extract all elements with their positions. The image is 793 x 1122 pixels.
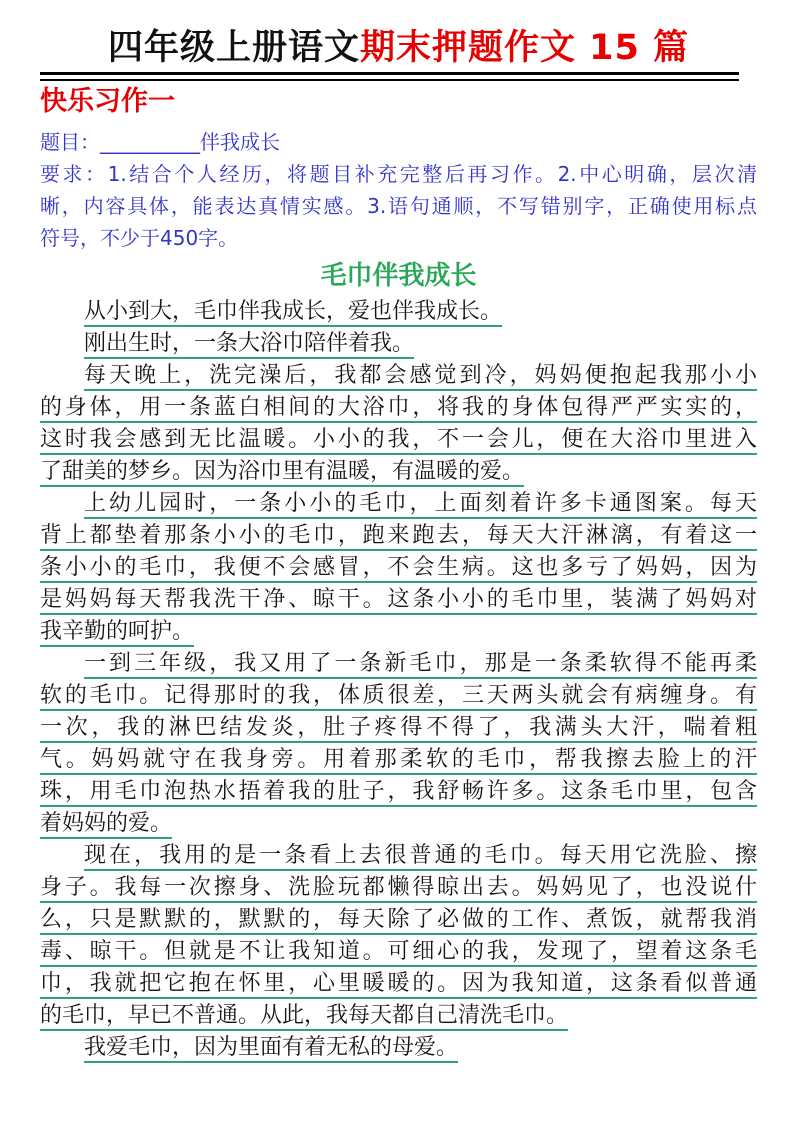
essay-line [40, 680, 757, 712]
essay-line-text: 从小到大，毛巾伴我成长，爱也伴我成长。 [84, 299, 502, 327]
essay-line [40, 392, 757, 424]
essay-line-text: 的毛巾，早已不普通。从此，我每天都自己清洗毛巾。 [40, 1003, 568, 1031]
essay-line-text: 着妈妈的爱。 [40, 811, 172, 839]
essay-line [40, 648, 757, 680]
page-title-red-part: 期末押题作文 15 篇 [359, 28, 690, 68]
page-title [40, 26, 757, 70]
essay-line [40, 904, 757, 936]
requirement-line: 要求：1.结合个人经历，将题目补充完整后再习作。2.中心明确，层次清 [40, 162, 757, 186]
document-header [40, 26, 757, 81]
essay-line [40, 456, 757, 488]
essay-title: 毛巾伴我成长 [320, 261, 477, 291]
essay-line [40, 872, 757, 904]
essay-line [40, 1032, 757, 1064]
essay-line [40, 520, 757, 552]
essay-line [40, 616, 757, 648]
essay-line [40, 840, 757, 872]
essay-line-text: 现在，我用的是一条看上去很普通的毛巾。每天用它洗脸、擦 [84, 843, 757, 871]
requirements-block [40, 158, 757, 254]
essay-line-text: 一到三年级，我又用了一条新毛巾，那是一条柔软得不能再柔 [84, 651, 757, 679]
essay-line [40, 488, 757, 520]
requirement-line: 符号，不少于450字。 [40, 226, 239, 250]
essay-line [40, 1000, 757, 1032]
essay-line [40, 584, 757, 616]
essay-line-text: 我爱毛巾，因为里面有着无私的母爱。 [84, 1035, 458, 1063]
essay-line [40, 328, 757, 360]
essay-line-text: 气。妈妈就守在我身旁。用着那柔软的毛巾，帮我擦去脸上的汗 [40, 747, 757, 775]
topic-line: 题目：__________伴我成长 [40, 130, 280, 154]
essay-line-text: 上幼儿园时，一条小小的毛巾，上面刻着许多卡通图案。每天 [84, 491, 757, 519]
essay-line [40, 552, 757, 584]
essay-line-text: 软的毛巾。记得那时的我，体质很差，三天两头就会有病缠身。有 [40, 683, 757, 711]
essay-line [40, 712, 757, 744]
essay-line [40, 968, 757, 1000]
section-heading: 快乐习作一 [40, 86, 175, 117]
essay-line-text: 每天晚上，洗完澡后，我都会感觉到冷，妈妈便抱起我那小小 [84, 363, 757, 391]
essay-line-text: 珠，用毛巾泡热水捂着我的肚子，我舒畅许多。这条毛巾里，包含 [40, 779, 757, 807]
essay-line [40, 808, 757, 840]
requirement-line: 晰，内容具体，能表达真情实感。3.语句通顺，不写错别字，正确使用标点 [40, 194, 757, 218]
essay-line-text: 刚出生时，一条大浴巾陪伴着我。 [84, 331, 414, 359]
essay-line [40, 424, 757, 456]
essay-line-text: 这时我会感到无比温暖。小小的我，不一会儿，便在大浴巾里进入 [40, 427, 757, 455]
title-divider-rule [40, 72, 739, 81]
essay-line-text: 一次，我的淋巴结发炎，肚子疼得不得了，我满头大汗，喘着粗 [40, 715, 757, 743]
essay-line [40, 936, 757, 968]
essay-line-text: 身子。我每一次擦身、洗脸玩都懒得晾出去。妈妈见了，也没说什 [40, 875, 757, 903]
essay-line-text: 条小小的毛巾，我便不会感冒，不会生病。这也多亏了妈妈，因为 [40, 555, 757, 583]
essay-line [40, 296, 757, 328]
essay-line-text: 了甜美的梦乡。因为浴巾里有温暖，有温暖的爱。 [40, 459, 524, 487]
essay-line-text: 巾，我就把它抱在怀里，心里暖暖的。因为我知道，这条看似普通 [40, 971, 757, 999]
essay-line-text: 是妈妈每天帮我洗干净、晾干。这条小小的毛巾里，装满了妈妈对 [40, 587, 757, 615]
essay-line [40, 776, 757, 808]
essay-line-text: 么，只是默默的，默默的，每天除了必做的工作、煮饭，就帮我消 [40, 907, 757, 935]
essay-line-text: 的身体，用一条蓝白相间的大浴巾，将我的身体包得严严实实的， [40, 395, 757, 423]
essay-line-text: 背上都垫着那条小小的毛巾，跑来跑去，每天大汗淋漓，有着这一 [40, 523, 757, 551]
page-title-black-part: 四年级上册语文 [107, 28, 360, 68]
essay-body [40, 296, 757, 1064]
essay-line-text: 毒、晾干。但就是不让我知道。可细心的我，发现了，望着这条毛 [40, 939, 757, 967]
essay-line-text: 我辛勤的呵护。 [40, 619, 194, 647]
essay-line [40, 744, 757, 776]
prompt-block [40, 126, 757, 254]
essay-line [40, 360, 757, 392]
